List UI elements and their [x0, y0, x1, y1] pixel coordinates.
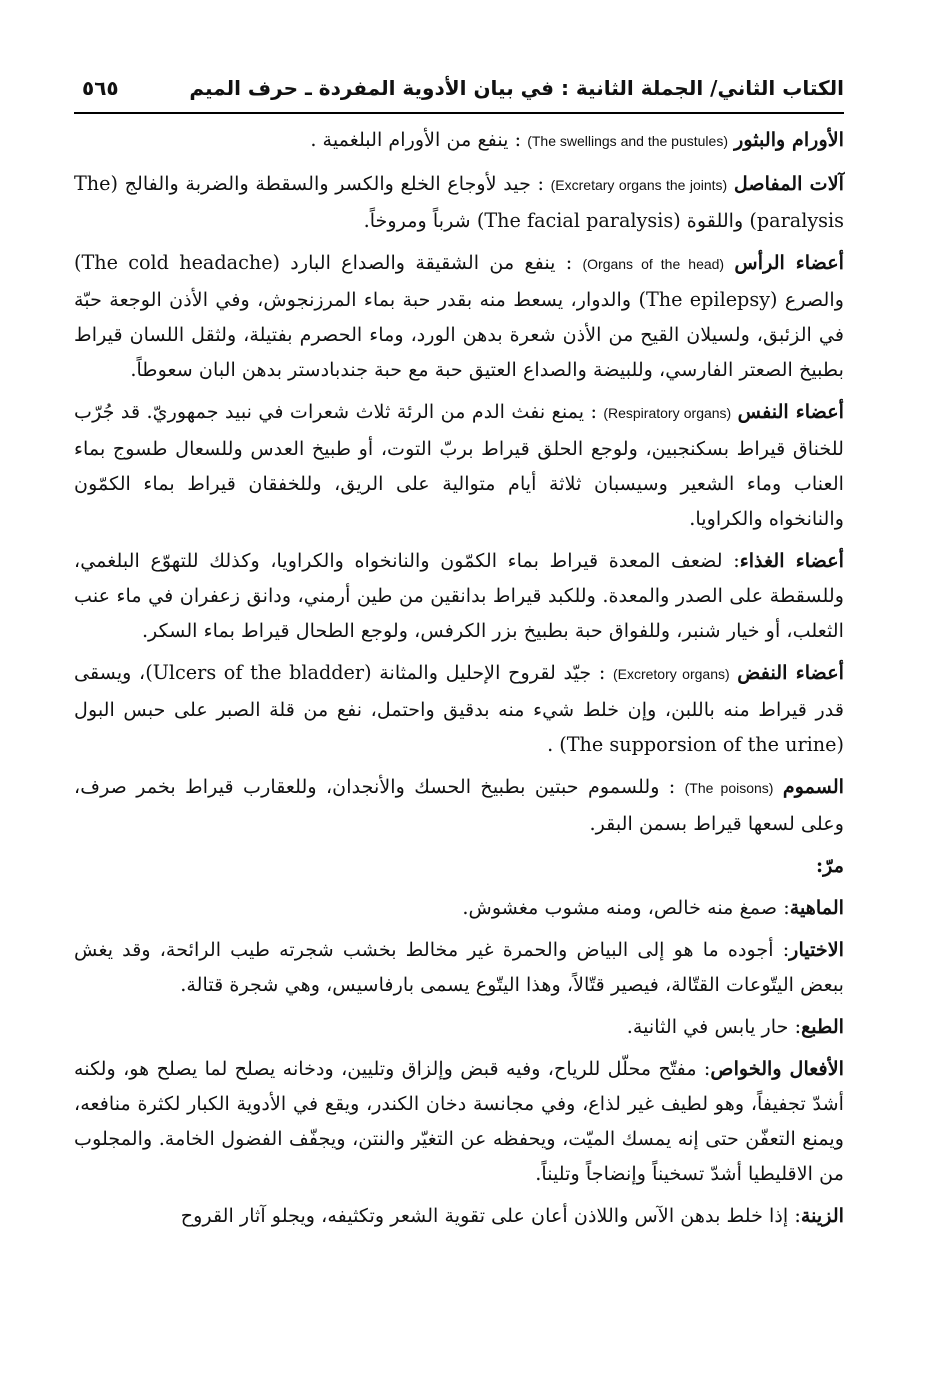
paragraph	[74, 769, 844, 841]
english-gloss: (Excretory organs)	[612, 666, 730, 682]
paragraph	[74, 1051, 844, 1191]
entry-text: : أجوده ما هو إلى البياض والحمرة غير مخالط بخشب شجرته طيب الرائحة، وقد يغش ببعض اليتّوعات القتّالة، فيصير قتّالاً، وهذا اليتّوع يسمى بارفاسيس، وهي شجرة قتالة.	[74, 938, 844, 996]
paragraph	[74, 1009, 844, 1044]
page	[74, 58, 844, 1240]
english-gloss: (The swellings and the pustules)	[527, 133, 728, 149]
entry-text: : يمنع نفث الدم من الرئة ثلاث شعرات في نبيد جمهوريّ. قد جُرّب للخناق قيراط بسكنجبين، ولوجع الحلق قيراط بربّ التوت، أو طبيخ العدس وللسعال طسوج بماء العناب وماء الشعير وسيسبان ثلاثة أيام متوالية على الريق، وللخفقان قيراط بماء الكمّون والنانخواه والكراويا.	[74, 400, 844, 530]
paragraph	[74, 655, 844, 762]
paragraph	[74, 245, 844, 387]
entry-text: : ينفع من الشقيقة والصداع البارد (The cold headache) والصرع (The epilepsy) والدوار، يسعط منه بقدر حبة بماء المرزنجوش، وفي الأذن الوجعة حبّة في الزئبق، ولسيلان القيح من الأذن شعرة بدهن الورد، وماء الحصرم بفتيلة، ولثقل اللسان قيراط بطبيخ الصعتر الفارسي، وللبيضة والصداع العتيق حبة مع حبة جندبادستر بدهن البان سعوطاً.	[74, 251, 844, 381]
entry-term: أعضاء النفض	[737, 661, 844, 684]
header-title: الكتاب الثاني/ الجملة الثانية : في بيان الأدوية المفردة ـ حرف الميم	[189, 76, 844, 100]
paragraph	[74, 1198, 844, 1233]
entry-term: أعضاء النفس	[737, 400, 844, 423]
paragraph	[74, 890, 844, 925]
entry-text: : وللسموم حبتين بطبيخ الحسك والأنجدان، وللعقارب قيراط بخمر صرف، وعلى لسعها قيراط بسمن البقر.	[74, 775, 844, 835]
entry-term: الطبع	[801, 1015, 844, 1038]
entry-term: السموم	[782, 775, 844, 798]
entry-text: : جيّد لقروح الإحليل والمثانة (Ulcers of the bladder)، ويسقى قدر قيراط منه باللبن، وإن خلط شيء منه بدقيق واحتمل، نفع من قلة الصبر على حبس البول (The supporsion of the urine) .	[74, 661, 844, 756]
entry-term: الاختيار	[789, 938, 844, 961]
entry-text: : لضعف المعدة قيراط بماء الكمّون والنانخواه والكراويا، وكذلك للتهوّع البلغمي، وللسقطة على الصدر والمعدة. وللكبد قيراط بدانقين من طين أرمني، ودانق زعفران في ماء عنب الثعلب، أو خيار شنبر، وللفواق حبة بطبيخ بزر الكرفس، ولوجع الطحال قيراط بماء السكر.	[74, 549, 844, 642]
entry-term: الأفعال والخواص	[710, 1057, 844, 1080]
paragraph	[74, 543, 844, 648]
entry-text: : إذا خلط بدهن الآس واللاذن أعان على تقوية الشعر وتكثيفه، ويجلو آثار القروح	[180, 1204, 801, 1227]
entry-text: : صمغ منه خالص، ومنه مشوب مغشوش.	[462, 896, 790, 919]
entry-term: أعضاء الرأس	[734, 251, 844, 274]
entry-text: : ينفع من الأورام البلغمية .	[310, 128, 522, 151]
entry-text: : مفتّح محلّل للرياح، وفيه قبض وإلزاق وتليين، ودخانه يصلح لما يصلح هو، ولكنه أشدّ تجفيفاً، وهو لطيف غير لذاع، وفي مجانسة دخان الكندر، ويقع في الأدوية الكبار لكثرة منافعه، ويمنع التعفّن حتى إنه يمسك الميّت، ويحفظه عن التغيّر والنتن، ويجفّف الفضول الخامة. والمجلوب من الاقليطيا أشدّ تسخيناً وإنضاجاً وتليناً.	[74, 1057, 844, 1185]
entry-term: أعضاء الغذاء	[739, 549, 845, 572]
paragraph	[74, 122, 844, 159]
paragraph	[74, 848, 844, 883]
running-header	[74, 58, 844, 100]
paragraph	[74, 932, 844, 1002]
entry-text: : حار يابس في الثانية.	[626, 1015, 802, 1038]
entry-term: آلات المفاصل	[733, 172, 844, 195]
paragraph	[74, 166, 844, 238]
entry-term: الأورام والبثور	[734, 128, 844, 151]
header-rule	[74, 112, 844, 114]
page-number: ٥٦٥	[82, 76, 119, 100]
entry-text: : جيد لأوجاع الخلع والكسر والسقطة والضربة والفالج (The paralysis) واللقوة (The facial paralysis) شرباً ومروخاً.	[74, 172, 844, 232]
english-gloss: (Respiratory organs)	[603, 405, 732, 421]
entry-term: الماهية	[789, 896, 844, 919]
paragraph	[74, 394, 844, 536]
entry-term: الزينة	[800, 1204, 844, 1227]
page-body	[74, 122, 844, 1233]
entry-term: مرّ:	[816, 854, 844, 877]
english-gloss: (The poisons)	[684, 780, 774, 796]
english-gloss: (Excretary organs the joints)	[550, 177, 728, 193]
english-gloss: (Organs of the head)	[582, 256, 725, 272]
